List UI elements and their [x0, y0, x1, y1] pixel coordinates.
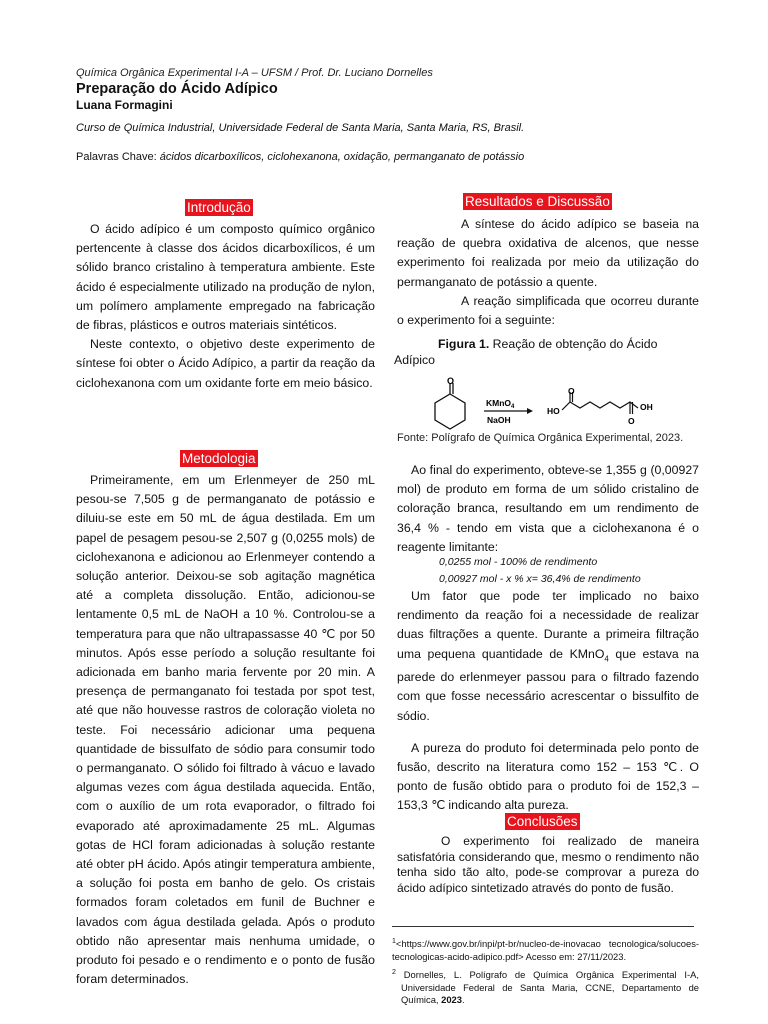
section-heading-results: Resultados e Discussão [465, 194, 610, 209]
reagent-naoh-label: NaOH [487, 415, 511, 425]
hydroxyl-right-label: OH [640, 402, 653, 412]
section-heading-methodology: Metodologia [182, 451, 256, 466]
figure-source-text: Polígrafo de Química Orgânica Experimental, 2023. [431, 432, 684, 444]
figure-caption-text: Reação de obtenção do Ácido Adípico [394, 337, 658, 367]
introduction-body [76, 220, 375, 393]
methods-paragraph-1: Primeiramente, em um Erlenmeyer de 250 mL pesou-se 7,505 g de permanganato de potássio e diluiu-se este em 50 mL de água destilada. Em um papel de pesagem pesou-se 2,507 g (0,0255 mols) de ciclohexanona e adicionou ao Erlenmeyer contendo a solução anterior. Deixou-se sob agitação magnética até a completa dissolução. Então, adicionou-se lentamente 0,5 mL de NaOH a 10 %. Controlou-se a temperatura para que não ultrapassasse 40 ℃ por 50 minutos. Após esse período a solução resultante foi adicionada em banho maria fervente por 20 min. A presença de permanganato foi testada por spot test, até que não houvesse rastros de coloração violeta no teste. Foi necessário adicionar uma pequena quantidade de bissulfato de sódio para consumir todo o permanganato. O sólido foi filtrado à vácuo e lavado algumas vezes com água destilada aquecida. Então, com o auxílio de um rota evaporador, o filtrado foi evaporado até aproximadamente 25 mL. Algumas gotas de HCl foram adicionadas à solução restante até obter pH ácido. Após atingir temperatura ambiente, a solução foi posta em banho de gelo. Os cristais formados foram coletados em funil de Buchner e lavados com água destilada gelada. Após o produto obtido não apresentar mais nenhuma umidade, o produto foi pesado e o rendimento e o ponto de fusão foram determinados. [76, 473, 375, 987]
section-heading-introduction: Introdução [187, 200, 251, 215]
results-paragraph-2: A reação simplificada que ocorreu durante o experimento foi a seguinte: [397, 293, 699, 328]
figure-source-label: Fonte: [397, 432, 432, 444]
course-line: Química Orgânica Experimental I-A – UFSM / Prof. Dr. Luciano Dornelles [76, 67, 433, 79]
footnote-divider [392, 926, 694, 927]
ketone-oxygen-label: O [447, 376, 455, 386]
footnote-1: $^1$<https://www.gov.br/inpi/pt-br/nucleo-de-inovacao tecnologica/solucoes-tecnologicas-acido-adipico.pdf> Acesso em: 27/11/2023. [392, 938, 699, 962]
yield-calc-line-1: 0,0255 mol - 100% de rendimento [439, 556, 598, 568]
carboxyl-oxygen-left: O [568, 386, 575, 396]
footnote-2: $^2$ Dornelles, L. Polígrafo de Química Orgânica Experimental I-A, Universidade Federal de Santa Maria, CCNE, Departamento de Química, 2023. [392, 969, 699, 1006]
figure-caption [394, 336, 699, 368]
reagent-kmno4-label: KMnO$_4$ [486, 398, 515, 410]
results-paragraph-3: Ao final do experimento, obteve-se 1,355 g (0,00927 mol) de produto em forma de um sólido cristalino de coloração branca, resultando em um rendimento de 36,4 % - tendo em vista que a ciclohexanona é o reagente limitante: [397, 463, 699, 554]
results-body-yield [397, 461, 699, 557]
reaction-arrow-head [527, 408, 533, 414]
affiliation: Curso de Química Industrial, Universidade Federal de Santa Maria, Santa Maria, RS, Brasil. [76, 122, 525, 134]
keywords-list: ácidos dicarboxílicos, ciclohexanona, oxidação, permanganato de potássio [159, 151, 525, 163]
figure-source [397, 432, 683, 444]
conclusions-body [397, 834, 699, 896]
results-body-bottom [397, 587, 699, 816]
methodology-body [76, 471, 375, 989]
reaction-scheme [420, 374, 670, 434]
results-paragraph-5: A pureza do produto foi determinada pelo ponto de fusão, descrito na literatura como 152 – 153 ℃. O ponto de fusão obtido para o produto foi de 152,3 – 153,3 ℃ indicando alta pureza. [397, 740, 699, 813]
paper-title: Preparação do Ácido Adípico [76, 81, 278, 97]
hydroxyl-left-label: HO [547, 406, 560, 416]
figure-label: Figura 1. [438, 337, 490, 351]
yield-calc-line-2: 0,00927 mol - x % x= 36,4% de rendimento [439, 573, 641, 585]
keywords [76, 151, 524, 163]
results-body-top [397, 215, 699, 330]
section-heading-conclusions: Conclusões [507, 814, 578, 829]
keywords-label: Palavras Chave: [76, 151, 160, 163]
carboxyl-oxygen-right: O [628, 416, 635, 426]
intro-paragraph-2: Neste contexto, o objetivo deste experimento de síntese foi obter o Ácido Adípico, a partir da reação da ciclohexanona com um oxidante forte em meio básico. [76, 337, 375, 390]
intro-paragraph-1: O ácido adípico é um composto químico orgânico pertencente à classe dos ácidos dicarboxílicos, é um sólido branco cristalino à temperatura ambiente. Este ácido é especialmente utilizado na produção de nylon, um polímero amplamente empregado na fabricação de fibras, plásticos e outros materiais sintéticos. [76, 222, 375, 333]
author-name: Luana Formagini [76, 98, 173, 112]
cyclohexanone-structure [435, 383, 465, 429]
results-paragraph-1: A síntese do ácido adípico se baseia na reação de quebra oxidativa de alcenos, que nesse experimento foi realizada por meio da utilização do permanganato de potássio a quente. [397, 217, 699, 289]
conclusions-paragraph-1: O experimento foi realizado de maneira satisfatória considerando que, mesmo o rendimento não tenha sido tão alto, pode-se comprovar a pureza do ácido adípico sintetizado através do ponto de fusão. [397, 834, 699, 895]
results-paragraph-4: Um fator que pode ter implicado no baixo rendimento da reação foi a necessidade de realizar duas filtrações a quente. Durante a primeira filtração uma pequena quantidade de KMnO$_4$ que estava na parede do erlenmeyer passou para o filtrado fazendo com que fosse necessário acrescentar o bissulfito de sódio. [397, 589, 699, 723]
